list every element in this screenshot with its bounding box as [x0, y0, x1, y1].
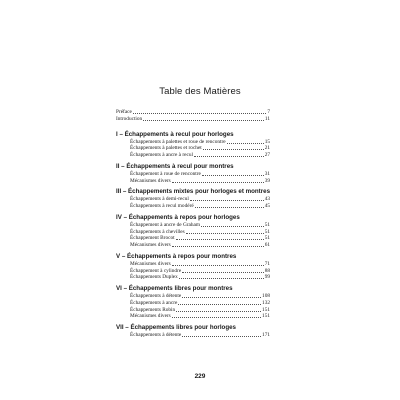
- toc-entry: [116, 235, 270, 242]
- section-heading-1: I – Échappements à recul pour horloges: [116, 130, 234, 138]
- toc-entry: [116, 274, 270, 281]
- toc-entry-label: Mécanismes divers: [130, 260, 171, 267]
- toc-entry: [116, 332, 270, 339]
- toc-entry-label: Échappements à ancre: [130, 299, 178, 306]
- toc-entry-label: Échappements à détente: [130, 332, 182, 338]
- toc-entry-label: Échappements à palettes et roue de rencontre: [130, 138, 226, 145]
- toc-entry-page: 51: [264, 221, 270, 228]
- toc-entry-page: 39: [264, 177, 270, 184]
- toc-entry-page: 88: [264, 267, 270, 274]
- dot-leader: [176, 239, 264, 240]
- toc-entry: [116, 171, 270, 178]
- dot-leader: [195, 207, 264, 208]
- dot-leader: [182, 297, 261, 298]
- toc-entry-label: Échappements à chevilles: [130, 228, 185, 235]
- toc-entry-page: 108: [262, 293, 270, 299]
- toc-entry-label: Échappements Robin: [130, 306, 176, 313]
- toc-entry-label: Échappements à palettes et rochet: [130, 145, 202, 152]
- toc-entry-label: Échappement à ancre de Graham: [130, 221, 200, 228]
- dot-leader: [227, 143, 264, 144]
- section-heading-2: II – Échappements à recul pour montres: [116, 162, 234, 170]
- section-heading-4: IV – Échappements à repos pour horloges: [116, 213, 240, 221]
- dot-leader: [133, 113, 266, 114]
- toc-entry: [116, 242, 270, 249]
- toc-entry: [116, 178, 270, 185]
- toc-entry-page: 51: [264, 228, 270, 235]
- toc-entry-page: 151: [262, 306, 270, 313]
- table-of-contents: [116, 109, 270, 339]
- toc-entry: [116, 145, 270, 152]
- toc-entry-label: Introduction: [116, 115, 143, 122]
- section-heading-6: VI – Échappements libres pour montres: [116, 285, 233, 292]
- toc-entry-label: Échappements à détente: [130, 293, 182, 299]
- toc-entry-page: 132: [262, 299, 270, 306]
- toc-entry-label: Échappement à cylindre: [130, 267, 182, 274]
- toc-entry-page: 27: [264, 152, 270, 158]
- page-title: Table des Matières: [159, 86, 241, 97]
- toc-entry-page: 71: [264, 260, 270, 267]
- dot-leader: [182, 336, 261, 337]
- dot-leader: [172, 182, 264, 183]
- toc-entry-label: Échappements à ancre à recul: [130, 152, 193, 158]
- section-heading-7: VII – Échappements libres pour horloges: [116, 324, 236, 331]
- dot-leader: [172, 317, 261, 318]
- toc-entry: [116, 152, 270, 159]
- dot-leader: [203, 149, 264, 150]
- toc-entry-label: Mécanismes divers: [130, 242, 171, 248]
- toc-entry: [116, 261, 270, 268]
- dot-leader: [172, 265, 264, 266]
- toc-entry-page: 21: [264, 145, 270, 152]
- toc-entry-label: Échappement Brocot: [130, 235, 175, 242]
- toc-entry-page: 15: [264, 138, 270, 145]
- toc-entry-preface: [116, 109, 270, 116]
- toc-entry-page: 45: [264, 203, 270, 209]
- toc-entry-page: 31: [264, 170, 270, 177]
- toc-entry-page: 99: [264, 274, 270, 281]
- toc-entry: [116, 203, 270, 210]
- dot-leader: [176, 311, 261, 312]
- dot-leader: [194, 156, 264, 157]
- toc-entry-label: Échappements à recul modéré: [130, 203, 194, 209]
- toc-entry-page: 43: [264, 196, 270, 203]
- dot-leader: [178, 304, 261, 305]
- toc-entry-page: 171: [262, 332, 270, 338]
- toc-entry: [116, 196, 270, 203]
- toc-entry-label: Mécanismes divers: [130, 313, 171, 320]
- dot-leader: [182, 272, 264, 273]
- toc-entry-label: Échappement à roue de rencontre: [130, 170, 201, 177]
- toc-entry-introduction: [116, 116, 270, 123]
- toc-entry: [116, 293, 270, 300]
- dot-leader: [179, 278, 264, 279]
- page-number: 229: [194, 373, 206, 380]
- toc-entry-label: Préface: [116, 109, 132, 115]
- dot-leader: [202, 175, 264, 176]
- dot-leader: [172, 246, 264, 247]
- toc-entry-label: Mécanismes divers: [130, 177, 171, 184]
- dot-leader: [201, 226, 264, 227]
- toc-entry: [116, 307, 270, 314]
- toc-entry-page: 61: [264, 242, 270, 248]
- toc-entry: [116, 222, 270, 229]
- dot-leader: [143, 120, 264, 121]
- toc-entry: [116, 300, 270, 307]
- dot-leader: [186, 233, 264, 234]
- toc-entry-label: Échappements Duplex: [130, 274, 178, 281]
- toc-entry: [116, 313, 270, 320]
- toc-entry-page: 7: [267, 109, 270, 115]
- toc-entry-page: 11: [264, 115, 270, 122]
- dot-leader: [190, 200, 264, 201]
- toc-entry-label: Échappements à demi-recul: [130, 196, 189, 203]
- toc-entry-page: 51: [264, 235, 270, 242]
- toc-entry-page: 151: [262, 313, 270, 320]
- section-heading-5: V – Échappements à repos pour montres: [116, 252, 237, 260]
- section-heading-3: III – Échappements mixtes pour horloges et montres: [116, 188, 271, 196]
